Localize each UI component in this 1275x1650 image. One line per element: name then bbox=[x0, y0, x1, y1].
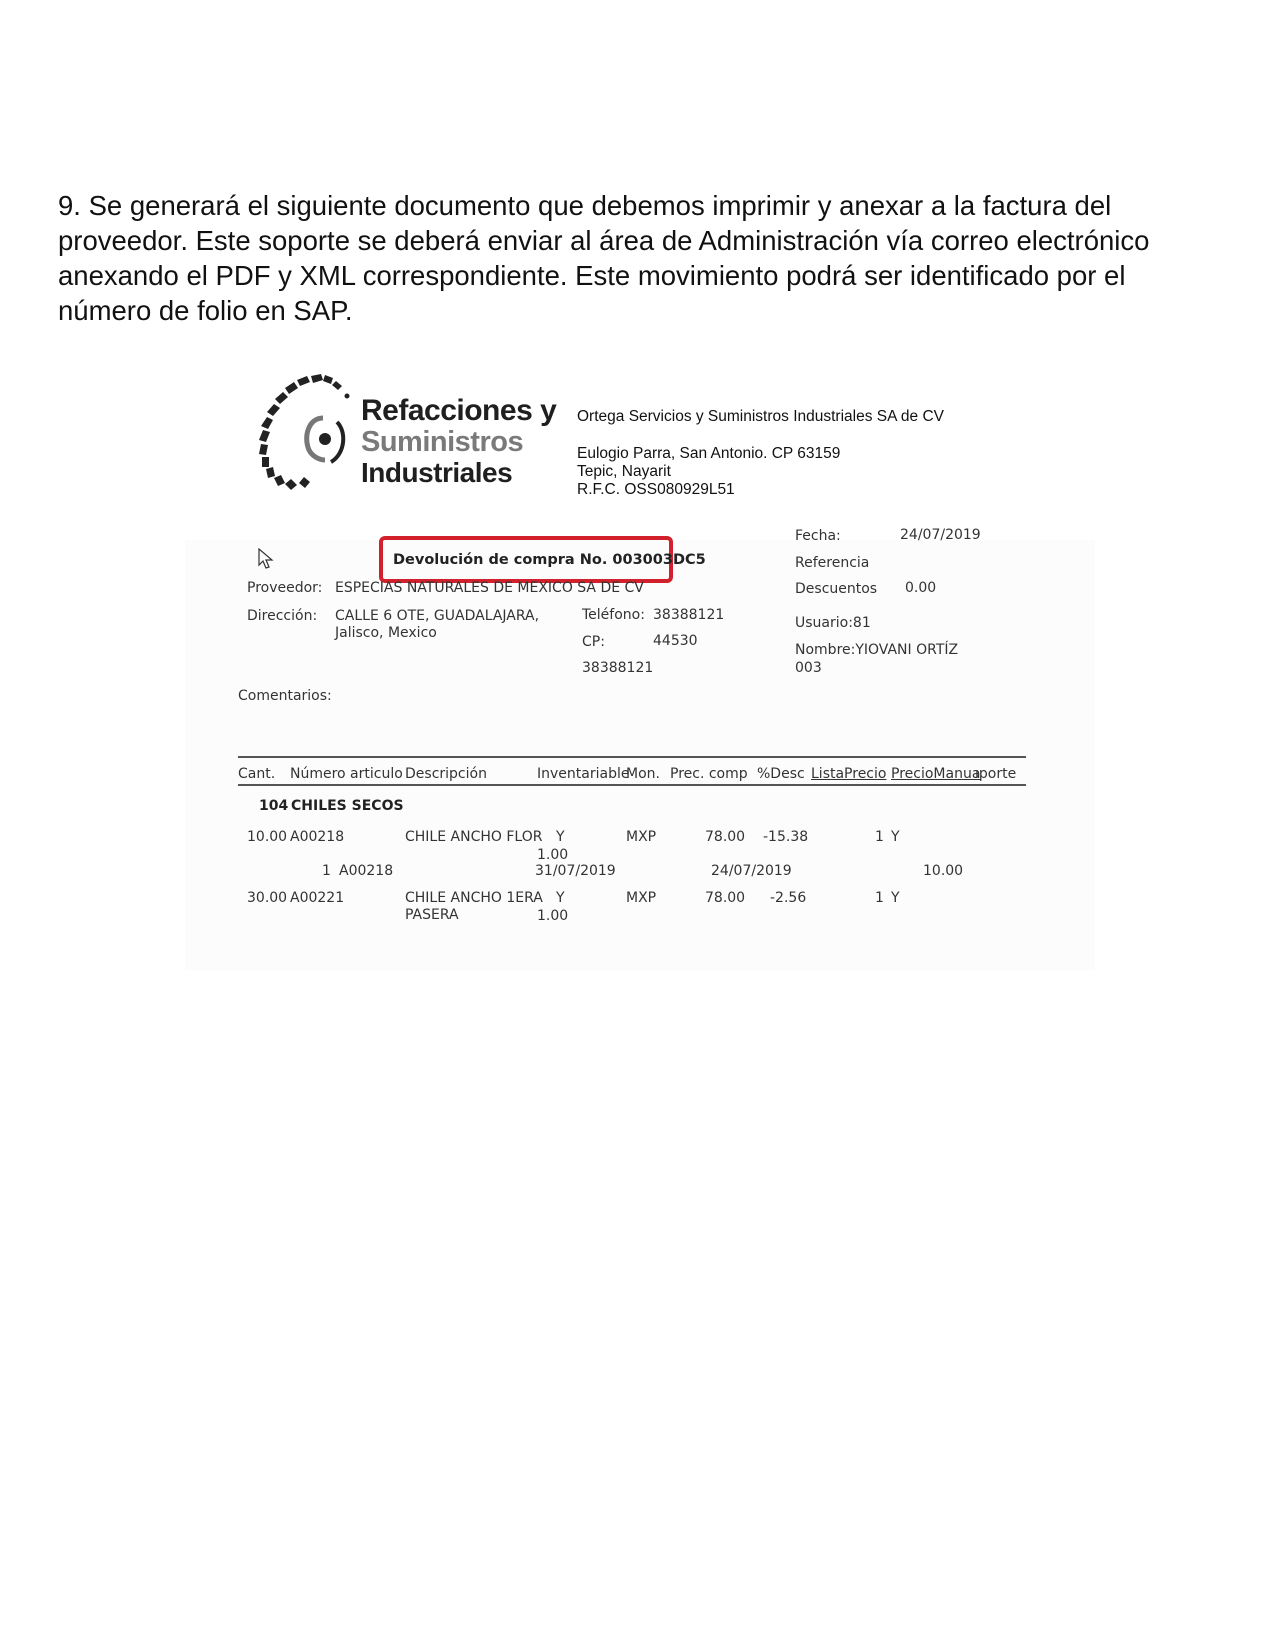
company-name: Ortega Servicios y Suministros Industriales SA de CV bbox=[577, 408, 944, 425]
nombre-line-1: Nombre:YIOVANI ORTÍZ bbox=[795, 642, 959, 658]
col-precio-manual: PrecioManua bbox=[891, 766, 981, 782]
row1-moneda: MXP bbox=[626, 829, 657, 845]
group-name: CHILES SECOS bbox=[291, 798, 404, 814]
col-desc: %Desc bbox=[757, 766, 805, 782]
col-cant: Cant. bbox=[238, 766, 276, 782]
row1-cant: 10.00 bbox=[247, 829, 288, 845]
row2-precio: 78.00 bbox=[705, 890, 746, 906]
comentarios-label: Comentarios: bbox=[238, 688, 332, 704]
descuentos-label: Descuentos bbox=[795, 581, 878, 597]
direccion-line-2: Jalisco, Mexico bbox=[335, 625, 437, 641]
row1-manual: Y bbox=[891, 829, 900, 845]
table-header-rule bbox=[238, 784, 1026, 786]
referencia-label: Referencia bbox=[795, 555, 870, 571]
document-title: Devolución de compra No. 003003DC5 bbox=[393, 552, 706, 568]
logo-line-2: Suministros bbox=[361, 426, 524, 458]
col-descripcion: Descripción bbox=[405, 766, 487, 782]
row1-inventariable: Y bbox=[556, 829, 565, 845]
row2-lista: 1 bbox=[875, 890, 884, 906]
cp-value: 44530 bbox=[653, 633, 698, 649]
subrow-fecha-2: 24/07/2019 bbox=[711, 863, 792, 879]
subrow-articulo: A00218 bbox=[339, 863, 394, 879]
col-importe: ıporte bbox=[975, 766, 1017, 782]
nombre-line-2: 003 bbox=[795, 660, 822, 676]
gear-logo-icon bbox=[251, 366, 361, 491]
row2-descripcion: CHILE ANCHO 1ERA bbox=[405, 890, 543, 906]
company-city: Tepic, Nayarit bbox=[577, 463, 671, 480]
purchase-return-document bbox=[185, 378, 1095, 970]
row2-cant: 30.00 bbox=[247, 890, 288, 906]
row2-moneda: MXP bbox=[626, 890, 657, 906]
row2-manual: Y bbox=[891, 890, 900, 906]
col-lista-precio: ListaPrecio bbox=[811, 766, 887, 782]
direccion-label: Dirección: bbox=[247, 608, 318, 624]
document-title-highlight bbox=[379, 536, 706, 583]
row2-desc: -2.56 bbox=[770, 890, 807, 906]
logo-line-3: Industriales bbox=[361, 457, 513, 488]
row2-factor: 1.00 bbox=[537, 908, 569, 924]
row2-articulo: A00221 bbox=[290, 890, 345, 906]
fecha-label: Fecha: bbox=[795, 528, 841, 544]
row2-inventariable: Y bbox=[556, 890, 565, 906]
company-rfc: R.F.C. OSS080929L51 bbox=[577, 481, 735, 498]
row1-lista: 1 bbox=[875, 829, 884, 845]
row1-descripcion: CHILE ANCHO FLOR bbox=[405, 829, 543, 845]
col-articulo: Número articulo bbox=[290, 766, 403, 782]
subrow-importe: 10.00 bbox=[923, 863, 964, 879]
mouse-cursor-icon bbox=[258, 548, 274, 570]
row2-descripcion-2: PASERA bbox=[405, 907, 459, 923]
col-precio: Prec. comp bbox=[670, 766, 748, 782]
telefono-label: Teléfono: bbox=[582, 607, 645, 623]
direccion-line-1: CALLE 6 OTE, GUADALAJARA, bbox=[335, 608, 540, 624]
logo-line-1: Refacciones y bbox=[361, 394, 557, 427]
telefono-value: 38388121 bbox=[653, 607, 725, 623]
proveedor-label: Proveedor: bbox=[247, 580, 323, 596]
subrow-qty: 1 bbox=[322, 863, 331, 879]
descuentos-value: 0.00 bbox=[905, 580, 937, 596]
usuario-label: Usuario:81 bbox=[795, 615, 871, 631]
proveedor-value: ESPECIAS NATURALES DE MEXICO SA DE CV bbox=[335, 580, 644, 596]
table-top-rule bbox=[238, 756, 1026, 758]
fecha-value: 24/07/2019 bbox=[900, 527, 981, 543]
subrow-fecha-1: 31/07/2019 bbox=[535, 863, 616, 879]
row1-articulo: A00218 bbox=[290, 829, 345, 845]
instruction-paragraph: 9. Se generará el siguiente documento que debemos imprimir y anexar a la factura del proveedor. Este soporte se deberá enviar al área de Administración vía correo electrónico anexando el PDF y XML correspondiente. Este movimiento podrá ser identificado por el número de folio en SAP. bbox=[58, 189, 1150, 326]
company-address: Eulogio Parra, San Antonio. CP 63159 bbox=[577, 445, 841, 462]
col-moneda: Mon. bbox=[626, 766, 660, 782]
col-inventariable: Inventariable bbox=[537, 766, 630, 782]
cp-label: CP: bbox=[582, 634, 605, 650]
row1-precio: 78.00 bbox=[705, 829, 746, 845]
row1-desc: -15.38 bbox=[763, 829, 809, 845]
group-code: 104 bbox=[259, 798, 289, 814]
phone-secondary: 38388121 bbox=[582, 660, 654, 676]
row1-factor: 1.00 bbox=[537, 847, 569, 863]
